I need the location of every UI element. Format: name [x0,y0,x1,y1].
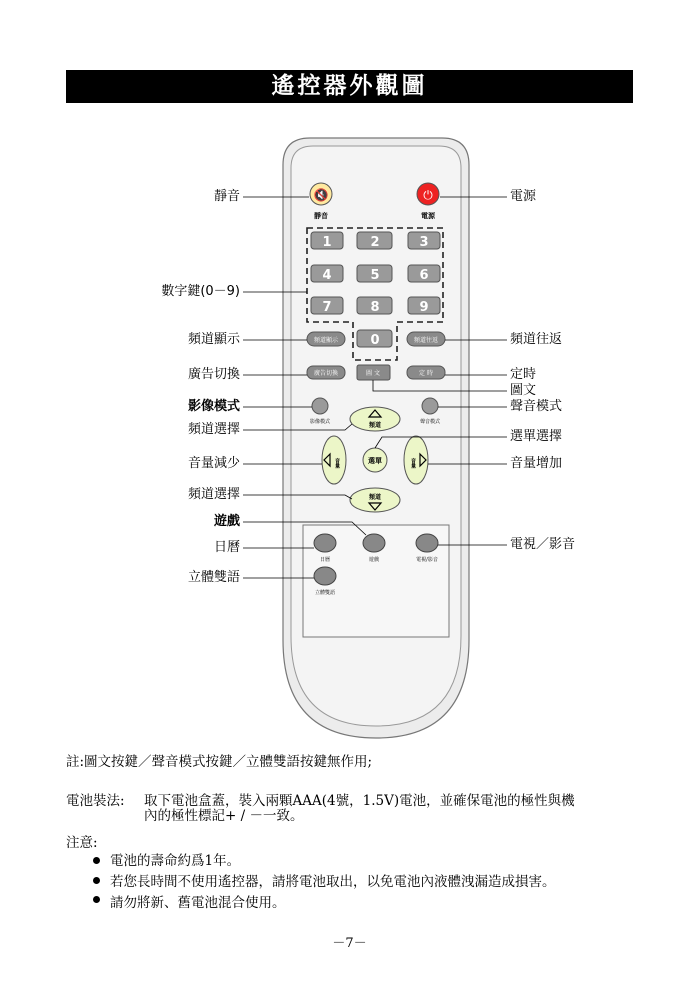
page-number: －7－ [332,936,367,951]
digit-label-0: 0 [370,333,380,348]
battery-heading: 電池裝法: [66,793,125,809]
nav-right-button [404,436,428,484]
page-title: 遙控器外觀圖 [66,70,633,103]
label-volume-up: 音量增加 [510,456,563,471]
mute-icon: 🔇 [313,188,329,202]
label-volume-down: 音量減少 [187,456,240,471]
nav-right-caption: 音量 [410,458,416,468]
sound-mode-caption: 聲音模式 [419,419,441,425]
timer-caption: 定 時 [419,370,433,377]
stereo-dual-button [314,567,336,585]
teletext-caption: 圖 文 [366,370,380,377]
digit-label-1: 1 [322,235,332,250]
note-nonfunctional-keys: 註:圖文按鍵／聲音模式按鍵／立體雙語按鍵無作用; [66,754,373,770]
digit-label-2: 2 [370,235,380,250]
bullet-icon [93,877,100,884]
label-teletext: 圖文 [510,383,537,398]
channel-display-caption: 頻道顯示 [313,337,339,344]
label-calendar: 日曆 [213,540,240,555]
digit-label-9: 9 [419,300,429,315]
label-timer: 定時 [510,367,537,382]
label-ad-switch: 廣告切換 [187,367,240,382]
battery-instruction-line1: 取下電池盒蓋，裝入兩顆AAA(4號，1.5V)電池，並確保電池的極性與機 [144,793,575,809]
sound-mode-button [422,398,438,414]
caution-item: 請勿將新、舊電池混合使用。 [110,895,286,911]
digit-label-7: 7 [322,300,332,315]
picture-mode-caption: 影像模式 [309,419,331,425]
label-channel-display: 頻道顯示 [187,332,240,347]
mute-caption: 靜音 [314,212,328,220]
game-button [363,534,385,552]
ad-switch-caption: 廣告切換 [313,370,339,377]
caution-item: 若您長時間不使用遙控器，請將電池取出，以免電池內液體洩漏造成損害。 [110,874,556,890]
nav-left-caption: 音量 [334,458,340,468]
label-menu-select: 選單選擇 [510,429,563,444]
channel-return-caption: 頻道往返 [413,337,439,344]
digit-label-5: 5 [370,268,380,283]
stereo-dual-caption: 立體雙語 [314,590,336,596]
power-icon: ⏻ [423,188,433,202]
label-channel-select-down: 頻道選擇 [187,487,240,502]
digit-label-4: 4 [322,268,332,283]
picture-mode-button [312,398,328,414]
label-tv-av: 電視／影音 [510,537,576,552]
nav-down-caption: 頻道 [368,494,382,501]
caution-item: 電池的壽命約爲1年。 [110,853,241,869]
digit-label-3: 3 [419,235,429,250]
digit-label-8: 8 [370,300,380,315]
label-picture-mode: 影像模式 [187,399,240,414]
label-channel-select-up: 頻道選擇 [187,422,240,437]
digit-label-6: 6 [419,268,429,283]
calendar-button [314,534,336,552]
label-mute: 靜音 [213,189,240,204]
game-caption: 遊戲 [368,557,380,563]
label-sound-mode: 聲音模式 [510,399,563,414]
power-caption: 電源 [421,212,435,220]
calendar-caption: 日曆 [319,557,331,563]
tv-av-button [416,534,438,552]
bullet-icon [93,857,100,864]
label-power: 電源 [510,189,537,204]
caution-heading: 注意: [66,835,98,851]
label-channel-return: 頻道往返 [510,332,563,347]
battery-instruction-line2: 內的極性標記+ / －一致。 [144,808,304,824]
nav-center-caption: 選單 [368,457,382,465]
label-game: 遊戲 [213,514,240,529]
label-stereo-dual: 立體雙語 [187,570,240,585]
bullet-icon [93,896,100,903]
nav-up-caption: 頻道 [368,422,382,429]
label-digits: 數字鍵(0－9) [161,284,240,299]
tv-av-caption: 電視/影音 [416,557,438,563]
